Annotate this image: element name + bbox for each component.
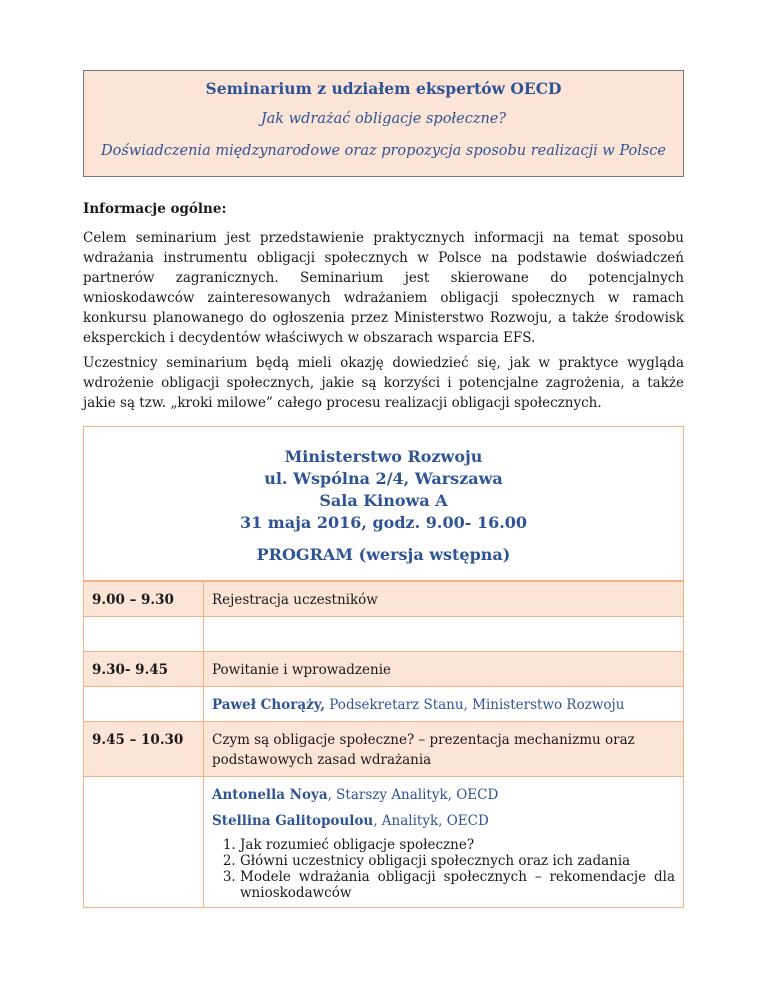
seminar-title: Seminarium z udziałem ekspertów OECD [205,79,562,98]
program-time [84,617,204,652]
venue-date: 31 maja 2016, godz. 9.00- 16.00 [239,513,528,532]
general-info-paragraph-2: Uczestnicy seminarium będą mieli okazję dowiedzieć się, jak w praktyce wygląda wdrożenie obligacji społecznych, jakie są korzyści i potencjalne zagrożenia, a także jakie są tzw. „kroki milowe” całego procesu realizacji obligacji społecznych. [83,355,684,411]
table-row [84,722,684,777]
general-info-heading: Informacje ogólne: [83,201,227,217]
venue-room: Sala Kinowa A [319,491,448,510]
table-row [84,687,684,722]
list-item: 3. Modele wdrażania obligacji społecznych – rekomendacje dla wnioskodawców [240,869,675,901]
speaker-role: , Analityk, OECD [373,813,489,829]
program-time-empty [84,687,204,722]
program-speaker [212,785,675,805]
venue-address: ul. Wspólna 2/4, Warszawa [264,469,503,488]
speaker-name: Antonella Noya [212,787,328,803]
program-time-empty [84,777,204,908]
speaker-name: Stellina Galitopoulou [212,813,374,829]
speaker-role: , Starszy Analityk, OECD [327,787,499,803]
list-item: 2. Główni uczestnicy obligacji społecznych oraz ich zadania [240,853,675,869]
venue-box [83,426,684,582]
program-title: PROGRAM (wersja wstępna) [256,545,511,564]
table-row [84,652,684,687]
program-item: Czym są obligacje społeczne? – prezentacja mechanizmu oraz podstawowych zasad wdrażania [204,722,684,777]
table-row [84,777,684,908]
list-item: 1. Jak rozumieć obligacje społeczne? [240,837,675,853]
speaker-role: Podsekretarz Stanu, Ministerstwo Rozwoju [324,697,625,713]
topics-list [212,837,675,901]
title-box [83,70,684,177]
table-row [84,581,684,617]
program-speakers-and-topics [204,777,684,908]
program-time: 9.00 – 9.30 [84,581,204,617]
program-item: Rejestracja uczestników [204,581,684,617]
program-table [83,580,684,908]
program-time: 9.45 – 10.30 [84,722,204,777]
program-time: 9.30- 9.45 [84,652,204,687]
general-info-paragraph-1: Celem seminarium jest przedstawienie praktycznych informacji na temat sposobu wdrażania instrumentu obligacji społecznych w Polsce na podstawie doświadczeń partnerów zagranicznych. Seminarium jest skierowane do potencjalnych wnioskodawców zainteresowanych wdrażaniem obligacji społecznych w ramach konkursu planowanego do ogłoszenia przez Ministerstwo Rozwoju, a także środowisk eksperckich i decydentów właściwych w obszarach wsparcia EFS. [83,230,684,346]
table-row [84,617,684,652]
speaker-name: Paweł Chorąży, [212,697,325,713]
seminar-subtitle: Jak wdrażać obligacje społeczne? [260,111,507,127]
seminar-subtitle-2: Doświadczenia międzynarodowe oraz propozycja sposobu realizacji w Polsce [100,143,667,159]
program-item: Powitanie i wprowadzenie [204,652,684,687]
program-speaker [204,687,684,722]
venue-organizer: Ministerstwo Rozwoju [284,447,483,466]
program-item [204,617,684,652]
program-speaker [212,811,675,831]
